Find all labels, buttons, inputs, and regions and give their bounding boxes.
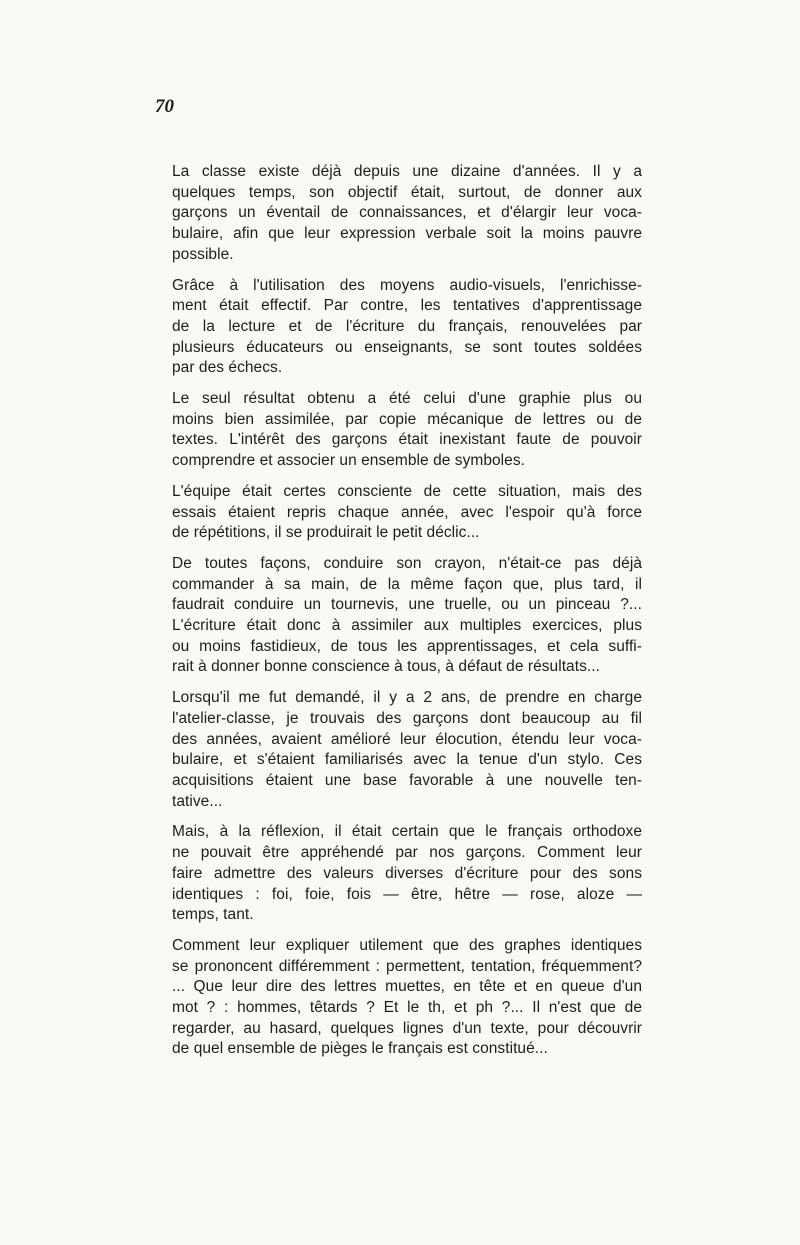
text-line: identiques : foi, foie, fois — être, hêtre — rose, aloze — xyxy=(172,885,642,903)
text-line: l'atelier-classe, je trouvais des garçons dont beaucoup au fil xyxy=(172,709,642,727)
text-line: mot ? : hommes, têtards ? Et le th, et ph ?... Il n'est que de xyxy=(172,999,642,1017)
text-line: bulaire, et s'étaient familiarisés avec la tenue d'un stylo. Ces xyxy=(172,751,642,769)
text-line: bulaire, afin que leur expression verbale soit la moins pauvre xyxy=(172,225,642,243)
text-line: acquisitions étaient une base favorable à une nouvelle ten- xyxy=(172,771,642,789)
text-line: La classe existe déjà depuis une dizaine d'années. Il y a xyxy=(172,163,642,180)
text-line: ... Que leur dire des lettres muettes, en tête et en queue d'un xyxy=(172,978,642,996)
text-line: textes. L'intérêt des garçons était inexistant faute de pouvoir xyxy=(172,431,642,449)
text-line: Mais, à la réflexion, il était certain que le français orthodoxe xyxy=(172,823,642,841)
text-line: moins bien assimilée, par copie mécanique de lettres ou de xyxy=(172,410,642,428)
text-line: essais étaient repris chaque année, avec l'espoir qu'à force xyxy=(172,503,642,521)
page-number: 70 xyxy=(155,96,174,117)
text-line: garçons un éventail de connaissances, et d'élargir leur voca- xyxy=(172,204,642,222)
text-line: plusieurs éducateurs ou enseignants, se sont toutes soldées xyxy=(172,338,642,356)
body-text xyxy=(172,162,642,1070)
paragraph-1 xyxy=(172,162,642,266)
text-line: ment était effectif. Par contre, les tentatives d'apprentissage xyxy=(172,297,642,315)
paragraph-3 xyxy=(172,389,642,472)
text-line: ne pouvait être appréhendé par nos garçons. Comment leur xyxy=(172,844,642,862)
text-line: de répétitions, il se produirait le petit déclic... xyxy=(172,524,480,542)
text-line: regarder, au hasard, quelques lignes d'un texte, pour découvrir xyxy=(172,1019,642,1037)
text-line: De toutes façons, conduire son crayon, n'était-ce pas déjà xyxy=(172,554,642,572)
text-line: ou moins fastidieux, de tous les apprentissages, et cela suffi- xyxy=(172,637,642,655)
paragraph-8 xyxy=(172,936,642,1060)
text-line: temps, tant. xyxy=(172,906,254,924)
text-line: Grâce à l'utilisation des moyens audio-visuels, l'enrichisse- xyxy=(172,276,642,294)
text-line: L'équipe était certes consciente de cette situation, mais des xyxy=(172,482,642,500)
text-line: faire admettre des valeurs diverses d'écriture pour des sons xyxy=(172,864,642,882)
text-line: quelques temps, son objectif était, surtout, de donner aux xyxy=(172,183,642,201)
text-line: comprendre et associer un ensemble de symboles. xyxy=(172,452,525,470)
paragraph-4 xyxy=(172,482,642,544)
text-line: possible. xyxy=(172,245,234,263)
text-line: Le seul résultat obtenu a été celui d'une graphie plus ou xyxy=(172,390,642,408)
text-line: commander à sa main, de la même façon que, plus tard, il xyxy=(172,575,642,593)
paragraph-2 xyxy=(172,276,642,380)
text-line: de la lecture et de l'écriture du français, renouvelées par xyxy=(172,317,642,335)
paragraph-5 xyxy=(172,554,642,678)
text-line: des années, avaient amélioré leur élocution, étendu leur voca- xyxy=(172,730,642,748)
text-line: faudrait conduire un tournevis, une truelle, ou un pinceau ?... xyxy=(172,596,642,614)
paragraph-7 xyxy=(172,822,642,926)
text-line: tative... xyxy=(172,792,223,810)
text-line: se prononcent différemment : permettent, tentation, fréquemment? xyxy=(172,957,642,975)
text-line: par des échecs. xyxy=(172,359,283,377)
text-line: de quel ensemble de pièges le français est constitué... xyxy=(172,1040,548,1058)
text-line: L'écriture était donc à assimiler aux multiples exercices, plus xyxy=(172,617,642,635)
text-line: Comment leur expliquer utilement que des graphes identiques xyxy=(172,936,642,954)
paragraph-6 xyxy=(172,688,642,812)
text-line: Lorsqu'il me fut demandé, il y a 2 ans, de prendre en charge xyxy=(172,689,642,707)
text-line: rait à donner bonne conscience à tous, à défaut de résultats... xyxy=(172,658,600,676)
